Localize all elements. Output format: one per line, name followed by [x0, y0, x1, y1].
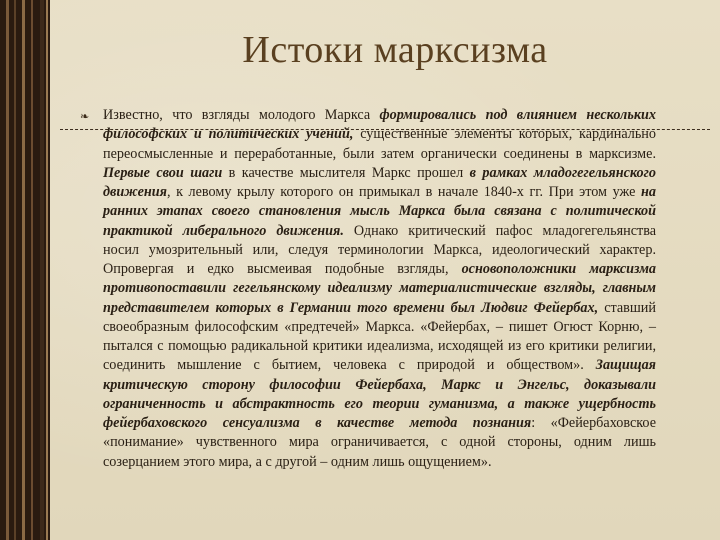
text-segment: в качестве мыслителя Маркс прошел	[222, 164, 470, 181]
slide-body-text	[103, 106, 656, 472]
emphasis-segment: основоположники марксизма противопоставили гегельянскому идеализму материалистические взгляды, главным представителем которых в Германии того времени был Людвиг Фейербах,	[103, 261, 657, 316]
emphasis-segment: на ранних этапах своего становления мысль Маркса была связана с политической практикой либерального движения.	[103, 184, 656, 239]
slide-title: Истоки марксизма	[242, 29, 548, 71]
text-segment: , к левому крылу которого он примыкал в начале 1840-х гг. При этом уже	[166, 184, 642, 200]
emphasis-segment: Первые свои шаги	[103, 164, 223, 181]
emphasis-segment: Защищая критическую сторону философии Фейербаха, Маркс и Энгельс, доказывали ограниченность и абстрактность его теории гуманизма, а также ущербность фейербаховского сенсуализма в качестве метода познания	[103, 357, 656, 431]
leaf-bullet-icon: ❧	[80, 111, 90, 123]
text-segment: существенные элементы которых, кардинально переосмысленные и переработанные, были затем органически соединены в марксизме.	[103, 126, 656, 162]
emphasis-segment: формировались под влиянием нескольких философских и политических учений,	[103, 107, 657, 143]
decorative-left-band	[0, 0, 50, 540]
text-segment: : «Фейербаховское «понимание» чувственного мира ограничивается, с одной стороны, одним лишь созерцанием этого мира, а с другой – одним лишь ощущением».	[103, 415, 656, 470]
emphasis-segment: в рамках младогегельянского движения	[103, 164, 656, 200]
text-segment: ставший своеобразным философским «предтечей» Маркса. «Фейербах, – пишет Огюст Корню, – пытался с помощью радикальной критики идеализма, исходящей из его критики религии, соединить мышление с бытием, человека с природой и обществом».	[103, 299, 656, 374]
text-segment: Известно, что взгляды молодого Маркса	[103, 107, 380, 123]
text-segment: Однако критический пафос младогегельянства носил умозрительный или, следуя терминологии Маркса, идеологический характер. Опровергая и едко высмеивая подобные взгляды,	[103, 222, 656, 277]
